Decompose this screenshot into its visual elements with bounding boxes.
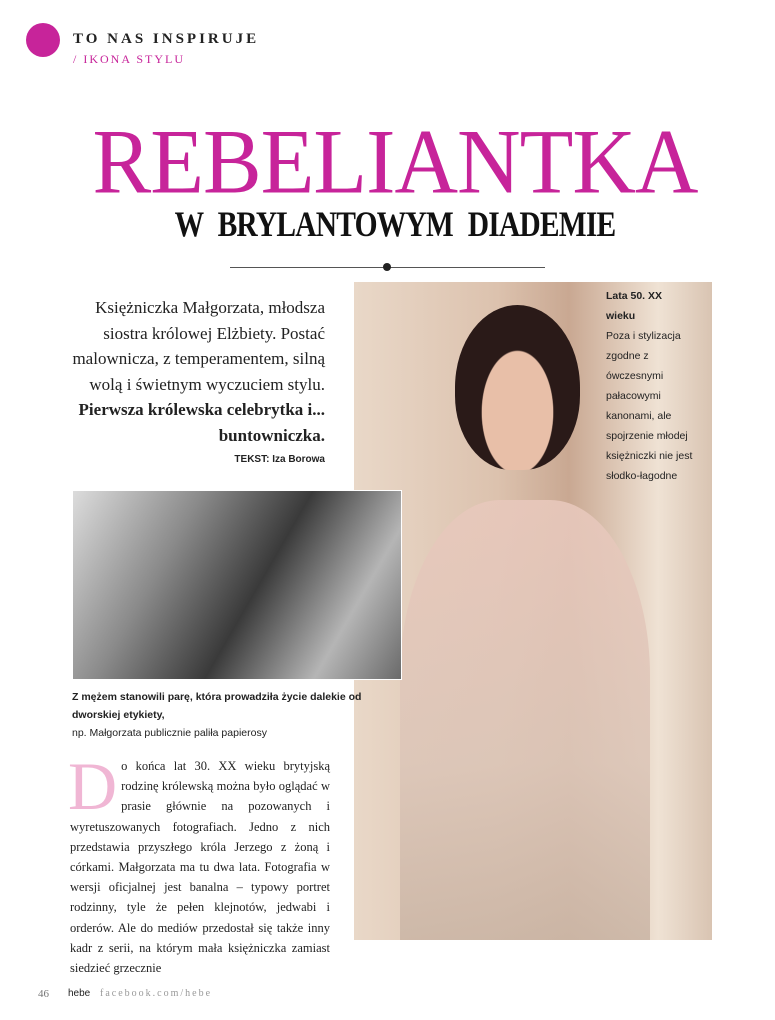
- divider-dot: [383, 263, 391, 271]
- section-label: TO NAS INSPIRUJE: [73, 31, 260, 47]
- body-text: [68, 748, 330, 978]
- portrait-caption: [606, 286, 706, 486]
- photo-caption-text: np. Małgorzata publicznie paliła papierosy: [72, 727, 267, 739]
- photo-caption: [72, 688, 372, 742]
- section-dot-icon: [26, 23, 60, 57]
- byline: TEKST: Iza Borowa: [234, 454, 325, 465]
- photo-caption-bold: Z mężem stanowili parę, która prowadziła życie dalekie od dworskiej etykiety,: [72, 691, 362, 721]
- brand-logo: hebe: [68, 988, 91, 999]
- portrait-dress: [400, 500, 650, 940]
- intro-text: [60, 295, 325, 448]
- intro-bold: Pierwsza królewska celebrytka i... buntowniczka.: [78, 400, 325, 445]
- body-paragraph: o końca lat 30. XX wieku brytyjską rodzinę królewską można było oglądać w prasie głównie na pozowanych i wyretuszowanych fotografiach. Jedno z nich przedstawia przyszłego króla Jerzego z żoną i córkami. Małgorzata ma tu dwa lata. Fotografia w wersji oficjalnej jest banalna – typowy portret rodzinny, tyle że pełen klejnotów, jedwabi i orderów. Ale do mediów przedostał się także inny kadr z serii, na którym mała księżniczka zamiast siedzieć grzecznie: [70, 759, 330, 976]
- bw-couple-photo: [72, 490, 402, 680]
- portrait-face: [455, 305, 580, 470]
- intro-lead: Księżniczka Małgorzata, młodsza siostra królowej Elżbiety. Postać malownicza, z temperamentem, silną wolą i świetnym wyczuciem stylu.: [72, 298, 325, 394]
- article-title: REBELIANTKA: [92, 111, 698, 214]
- portrait-caption-text: Poza i stylizacja zgodne z ówczesnymi pałacowymi kanonami, ale spojrzenie młodej księżniczki nie jest słodko-łagodne: [606, 330, 693, 482]
- article-subtitle: W BRYLANTOWYM DIADEMIE: [174, 204, 616, 244]
- drop-cap: D: [68, 748, 118, 824]
- page-number: 46: [38, 988, 49, 1000]
- subsection-label: / IKONA STYLU: [73, 52, 185, 66]
- website-link[interactable]: facebook.com/hebe: [100, 988, 213, 999]
- portrait-caption-title: Lata 50. XX wieku: [606, 290, 663, 322]
